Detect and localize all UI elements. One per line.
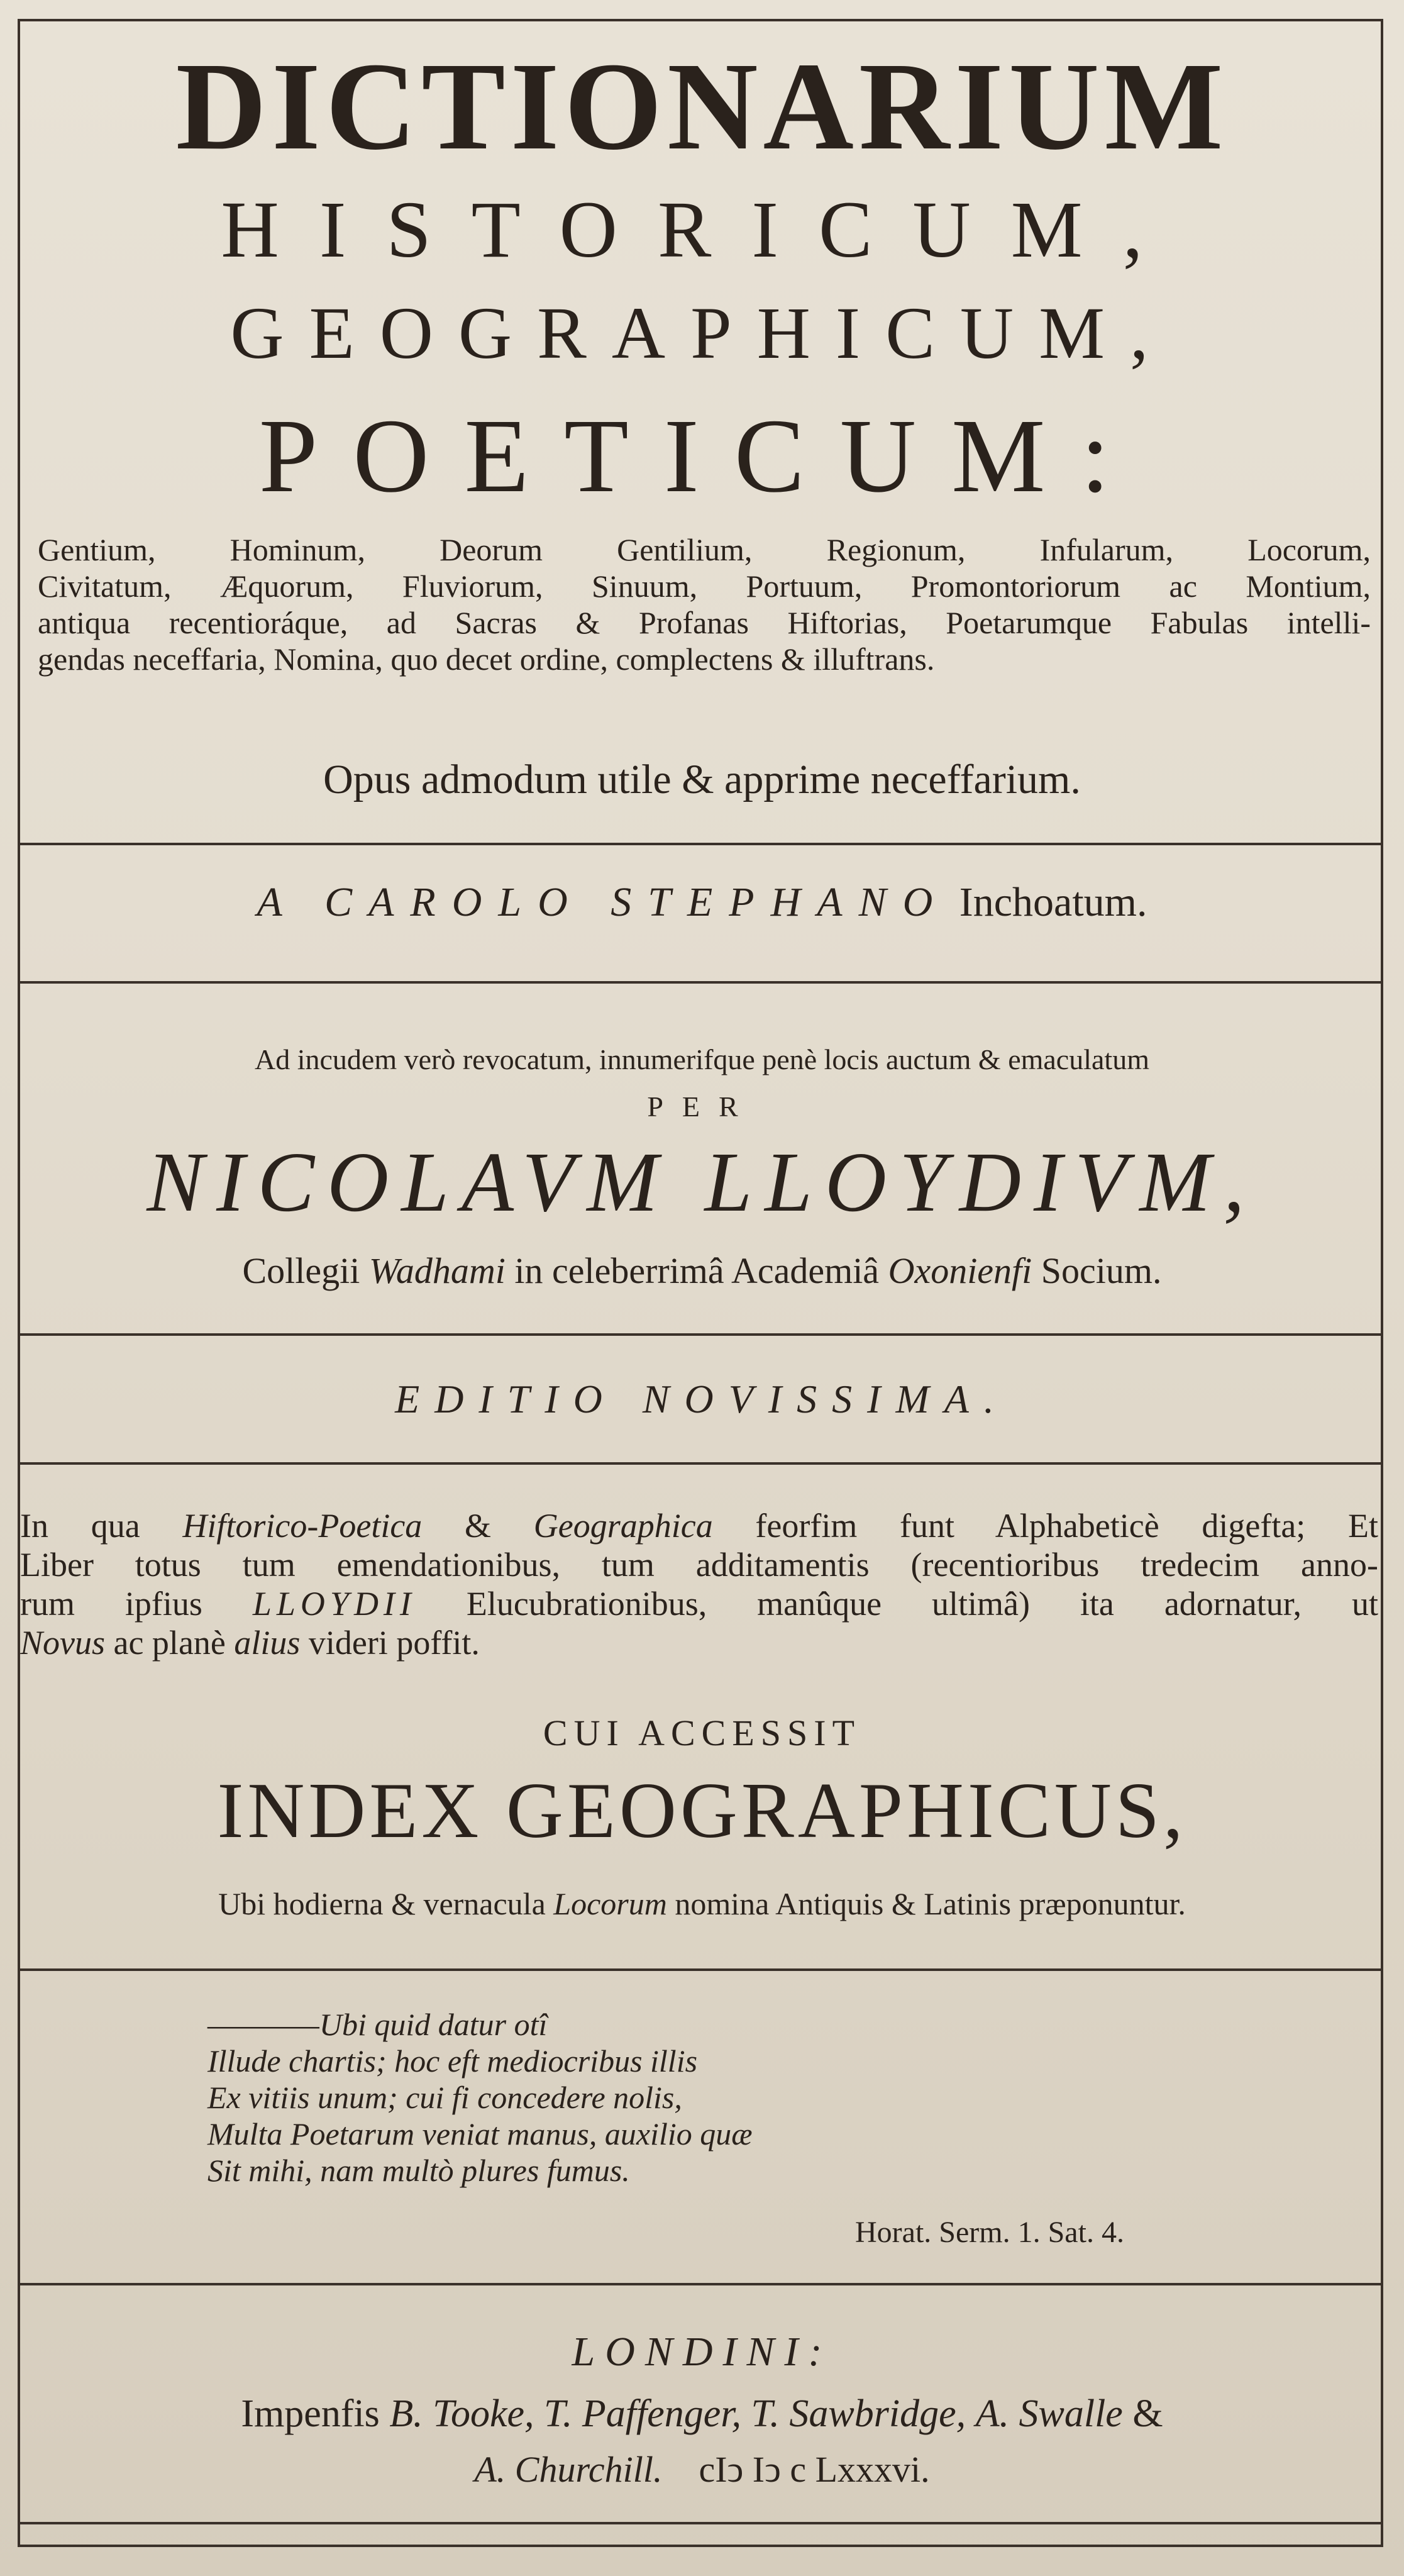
- title-historicum: HISTORICUM,: [221, 185, 1183, 274]
- contents-line: [20, 1623, 1378, 1662]
- quote-source: Horat. Serm. 1. Sat. 4.: [855, 2216, 1124, 2249]
- contents-text: Novus: [20, 1624, 105, 1662]
- title-poeticum: POETICUM:: [258, 397, 1146, 514]
- imprint-year-line: [0, 2446, 1404, 2493]
- college-text: Collegii: [242, 1250, 360, 1291]
- title-dictionarium: DICTIONARIUM: [175, 37, 1229, 176]
- contents-line: [20, 1584, 1378, 1623]
- ubi-text: Locorum: [553, 1886, 667, 1921]
- contents-text: ac planè: [113, 1624, 226, 1662]
- opus-line: Opus admodum utile & apprime neceffarium.: [323, 757, 1081, 802]
- index-title: INDEX GEOGRAPHICUS,: [217, 1767, 1187, 1855]
- contents-line: Liber totus tum emendationibus, tum additamentis (recentioribus tredecim anno-: [20, 1546, 1378, 1584]
- contents-line: [20, 1506, 1378, 1545]
- imprint-year: cIↄ Iↄ c Lxxxvi.: [699, 2449, 930, 2490]
- college-wadhami: Wadhami: [368, 1250, 506, 1291]
- carolo-stephano: A CAROLO STEPHANO: [257, 879, 949, 925]
- publisher-name: A. Churchill.: [474, 2449, 663, 2490]
- college-line: [0, 1248, 1404, 1294]
- college-text: in celeberrimâ Academiâ: [514, 1250, 880, 1291]
- description-line: Gentium, Hominum, Deorum Gentilium, Regionum, Infularum, Locorum,: [38, 532, 1371, 567]
- contents-text: videri poffit.: [308, 1624, 480, 1662]
- quote-line: Ex vitiis unum; cui fi concedere nolis,: [207, 2080, 682, 2115]
- divider-rule: [19, 1462, 1383, 1465]
- quote-line: Illude chartis; hoc eft mediocribus illis: [207, 2043, 698, 2079]
- contents-text: rum ipfius: [20, 1585, 202, 1623]
- author-name: NICOLAVM LLOYDIVM,: [146, 1135, 1258, 1230]
- publisher-name: T. Sawbridge,: [751, 2392, 966, 2435]
- contents-text: alius: [234, 1624, 301, 1662]
- contents-text: feorfim funt Alphabeticè digefta; Et: [755, 1507, 1379, 1545]
- imprint-text: Impenfis: [241, 2392, 380, 2435]
- publisher-name: T. Paffenger,: [544, 2392, 742, 2435]
- publisher-name: B. Tooke,: [389, 2392, 534, 2435]
- divider-rule: [19, 2522, 1383, 2524]
- carolo-line: [0, 877, 1404, 928]
- quote-line: Multa Poetarum veniat manus, auxilio quæ: [207, 2116, 753, 2151]
- title-geographicum: GEOGRAPHICUM,: [230, 292, 1174, 374]
- ubi-text: nomina Antiquis & Latinis præponuntur.: [675, 1886, 1186, 1921]
- divider-rule: [19, 1968, 1383, 1971]
- cui-accessit: CUI ACCESSIT: [543, 1713, 861, 1753]
- ubi-line: [0, 1884, 1404, 1924]
- inchoatum: Inchoatum.: [959, 879, 1147, 925]
- divider-rule: [19, 981, 1383, 984]
- per-line: PER: [647, 1091, 757, 1123]
- quote-line: ————Ubi quid datur otî: [207, 2007, 548, 2042]
- imprint-publishers: [0, 2390, 1404, 2438]
- divider-rule: [19, 843, 1383, 845]
- divider-rule: [19, 1333, 1383, 1336]
- contents-text: In qua: [20, 1507, 140, 1545]
- description-line: gendas neceffaria, Nomina, quo decet ordine, complectens & illuftrans.: [38, 641, 935, 677]
- divider-rule: [19, 2283, 1383, 2285]
- edition-line: EDITIO NOVISSIMA.: [395, 1377, 1009, 1421]
- quote-line: Sit mihi, nam multò plures fumus.: [207, 2153, 630, 2188]
- ubi-text: Ubi hodierna & vernacula: [218, 1886, 546, 1921]
- imprint-city: LONDINI:: [572, 2329, 832, 2375]
- college-oxoniensi: Oxonienfi: [888, 1250, 1032, 1291]
- contents-text: LLOYDII: [252, 1585, 416, 1623]
- incudem-line: Ad incudem verò revocatum, innumerifque penè locis auctum & emaculatum: [255, 1043, 1149, 1075]
- contents-text: &: [465, 1507, 492, 1545]
- imprint-text: &: [1132, 2392, 1163, 2435]
- description-line: antiqua recentioráque, ad Sacras & Profanas Hiftorias, Poetarumque Fabulas intelli-: [38, 605, 1371, 640]
- description-block: [38, 531, 1371, 677]
- publisher-name: A. Swalle: [975, 2392, 1123, 2435]
- contents-text: Geographica: [533, 1507, 713, 1545]
- contents-block: [20, 1506, 1378, 1662]
- contents-text: Hiftorico-Poetica: [182, 1507, 423, 1545]
- horace-quote: [207, 2006, 1276, 2189]
- contents-text: Elucubrationibus, manûque ultimâ) ita adornatur, ut: [466, 1585, 1378, 1623]
- college-text: Socium.: [1041, 1250, 1162, 1291]
- description-line: Civitatum, Æquorum, Fluviorum, Sinuum, Portuum, Promontoriorum ac Montium,: [38, 569, 1371, 604]
